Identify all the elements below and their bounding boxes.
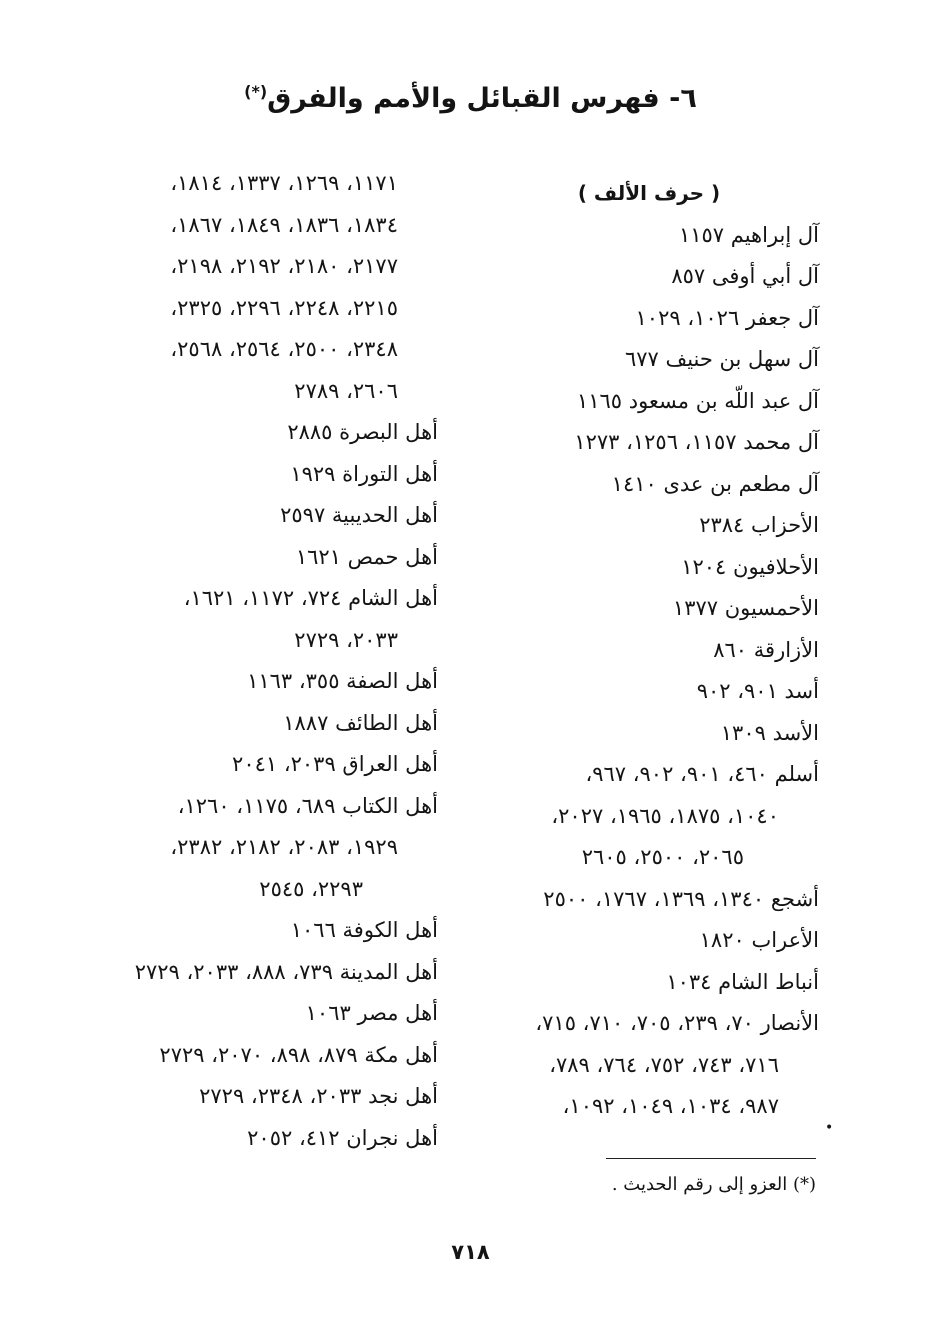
index-entry: الأعراب ١٨٢٠ [699,928,819,952]
left-column [98,163,438,1159]
index-entry: أهل الشام ٧٢٤، ١١٧٢، ١٦٢١، [183,586,438,610]
index-entry: أهل نجران ٤١٢، ٢٠٥٢ [247,1125,438,1150]
right-column [479,173,819,1128]
index-entry-continuation: ١٨٣٤، ١٨٣٦، ١٨٤٩، ١٨٦٧، [170,212,398,237]
index-entry: أهل التوراة ١٩٢٩ [290,461,438,486]
page-number: ٧١٨ [451,1240,490,1264]
index-entry: أنباط الشام ١٠٣٤ [666,969,819,994]
index-entry-continuation: ٢٦٠٦، ٢٧٨٩ [294,378,398,403]
index-entry: آل عبد اللّه بن مسعود ١١٦٥ [576,388,819,413]
index-entry-continuation: ٢٢١٥، ٢٢٤٨، ٢٢٩٦، ٢٣٢٥، [170,295,398,320]
index-entry: الأزارقة ٨٦٠ [713,637,819,662]
index-entry: أسلم ٤٦٠، ٩٠١، ٩٠٢، ٩٦٧، [585,762,819,786]
index-entry: أهل نجد ٢٠٣٣، ٢٣٤٨، ٢٧٢٩ [199,1084,438,1108]
index-entry: آل سهل بن حنيف ٦٧٧ [624,347,819,371]
index-entry: أهل الكتاب ٦٨٩، ١١٧٥، ١٢٦٠، [177,793,438,818]
index-entry: أهل مصر ١٠٦٣ [305,1001,438,1025]
index-entry: أهل الكوفة ١٠٦٦ [290,918,438,942]
index-entry: أهل العراق ٢٠٣٩، ٢٠٤١ [232,752,438,776]
title-text: ٦- فهرس القبائل والأمم والفرق [267,83,697,114]
page-title [0,82,941,114]
footnote-divider [606,1158,816,1159]
index-entry: الأحمسيون ١٣٧٧ [672,596,819,620]
index-entry-continuation: ٢١٧٧، ٢١٨٠، ٢١٩٢، ٢١٩٨، [170,254,398,278]
index-entry: الأنصار ٧٠، ٢٣٩، ٧٠٥، ٧١٠، ٧١٥، [535,1011,819,1035]
index-entry-continuation: ١٩٢٩، ٢٠٨٣، ٢١٨٢، ٢٣٨٢، [170,835,398,859]
index-entry-continuation: ١٠٤٠، ١٨٧٥، ١٩٦٥، ٢٠٢٧، [551,803,779,828]
index-entry: أهل البصرة ٢٨٨٥ [287,420,438,444]
index-entry: آل مطعم بن عدى ١٤١٠ [611,471,819,496]
index-entry: أهل الصفة ٣٥٥، ١١٦٣ [247,669,438,693]
index-entry-continuation: ١١٧١، ١٢٦٩، ١٣٣٧، ١٨١٤، [170,171,398,195]
index-entry: آل إبراهيم ١١٥٧ [678,222,819,247]
index-entry: أهل الحديبية ٢٥٩٧ [280,503,438,527]
index-entry: أهل حمص ١٦٢١ [295,544,438,569]
section-heading: ( حرف الألف ) [577,181,721,205]
index-entry: الأحزاب ٢٣٨٤ [699,513,819,537]
index-entry-continuation: ٢٠٦٥، ٢٥٠٠، ٢٦٠٥ [581,845,744,869]
index-entry-continuation: ٢٣٤٨، ٢٥٠٠، ٢٥٦٤، ٢٥٦٨، [170,337,398,361]
index-entry: الأسد ١٣٠٩ [720,720,819,745]
title-footnote-mark: (*) [244,82,268,101]
index-entry: أهل مكة ٨٧٩، ٨٩٨، ٢٠٧٠، ٢٧٢٩ [159,1042,438,1067]
index-entry-continuation: ٩٨٧، ١٠٣٤، ١٠٤٩، ١٠٩٢، [562,1094,779,1118]
index-entry: أهل الطائف ١٨٨٧ [283,710,438,735]
index-entry: آل محمد ١١٥٧، ١٢٥٦، ١٢٧٣ [574,430,819,454]
index-entry: أهل المدينة ٧٣٩، ٨٨٨، ٢٠٣٣، ٢٧٢٩ [134,959,438,984]
index-entry: آل أبي أوفى ٨٥٧ [671,264,819,288]
index-entry: أسد ٩٠١، ٩٠٢ [696,679,819,703]
index-entry: الأحلافيون ١٢٠٤ [681,554,819,579]
index-entry: أشجع ١٣٤٠، ١٣٦٩، ١٧٦٧، ٢٥٠٠ [543,886,819,911]
stray-dot: • [825,1120,834,1136]
index-entry-continuation: ٧١٦، ٧٤٣، ٧٥٢، ٧٦٤، ٧٨٩، [549,1052,779,1077]
index-entry-continuation: ٢٠٣٣، ٢٧٢٩ [294,627,398,652]
index-entry-continuation: ٢٢٩٣، ٢٥٤٥ [259,876,363,901]
footnote: (*) العزو إلى رقم الحديث . [611,1174,816,1195]
index-entry: آل جعفر ١٠٢٦، ١٠٢٩ [635,305,819,330]
